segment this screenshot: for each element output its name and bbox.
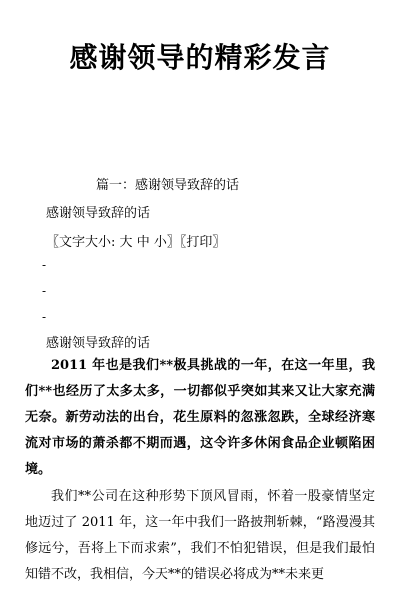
separator-dash: -	[42, 310, 47, 324]
separator-dash: -	[42, 258, 47, 272]
document-title: 感谢领导的精彩发言	[69, 41, 331, 74]
font-size-small-link[interactable]: 小	[153, 235, 167, 250]
subheading-repeat: 感谢领导致辞的话	[46, 336, 151, 351]
toolbar-open-label: 〖文字大小:	[46, 235, 116, 250]
print-open-bracket: 〖	[179, 235, 187, 250]
subheading: 感谢领导致辞的话	[46, 206, 151, 221]
print-link[interactable]: 打印	[186, 235, 213, 250]
section-heading: 篇一：感谢领导致辞的话	[96, 178, 240, 193]
font-size-large-link[interactable]: 大	[119, 235, 133, 250]
separator-dash: -	[42, 284, 47, 298]
toolbar-close-bracket: 〗	[166, 235, 180, 250]
font-size-medium-link[interactable]: 中	[136, 235, 150, 250]
print-close-bracket: 〗	[212, 235, 226, 250]
body-paragraph: 2011 年也是我们**极具挑战的一年，在这一年里，我们**也经历了太多太多，一切都似乎突如其来又让大家充满无奈。新劳动法的出台，花生原料的忽涨忽跌，全球经济寒流对市场的萧杀都不期而遇，这令许多休闲食品企业顿陷困境。	[25, 358, 375, 477]
body-paragraph: 我们**公司在这种形势下顶风冒雨，怀着一股豪情坚定地迈过了 2011 年，这一年中我们一路披荆斩棘，“路漫漫其修远兮，吾将上下而求索”，我们不怕犯错误，但是我们最怕知错不改，我相信，今天**的错误必将成为**未来更	[25, 489, 375, 582]
text-size-toolbar	[46, 231, 225, 250]
